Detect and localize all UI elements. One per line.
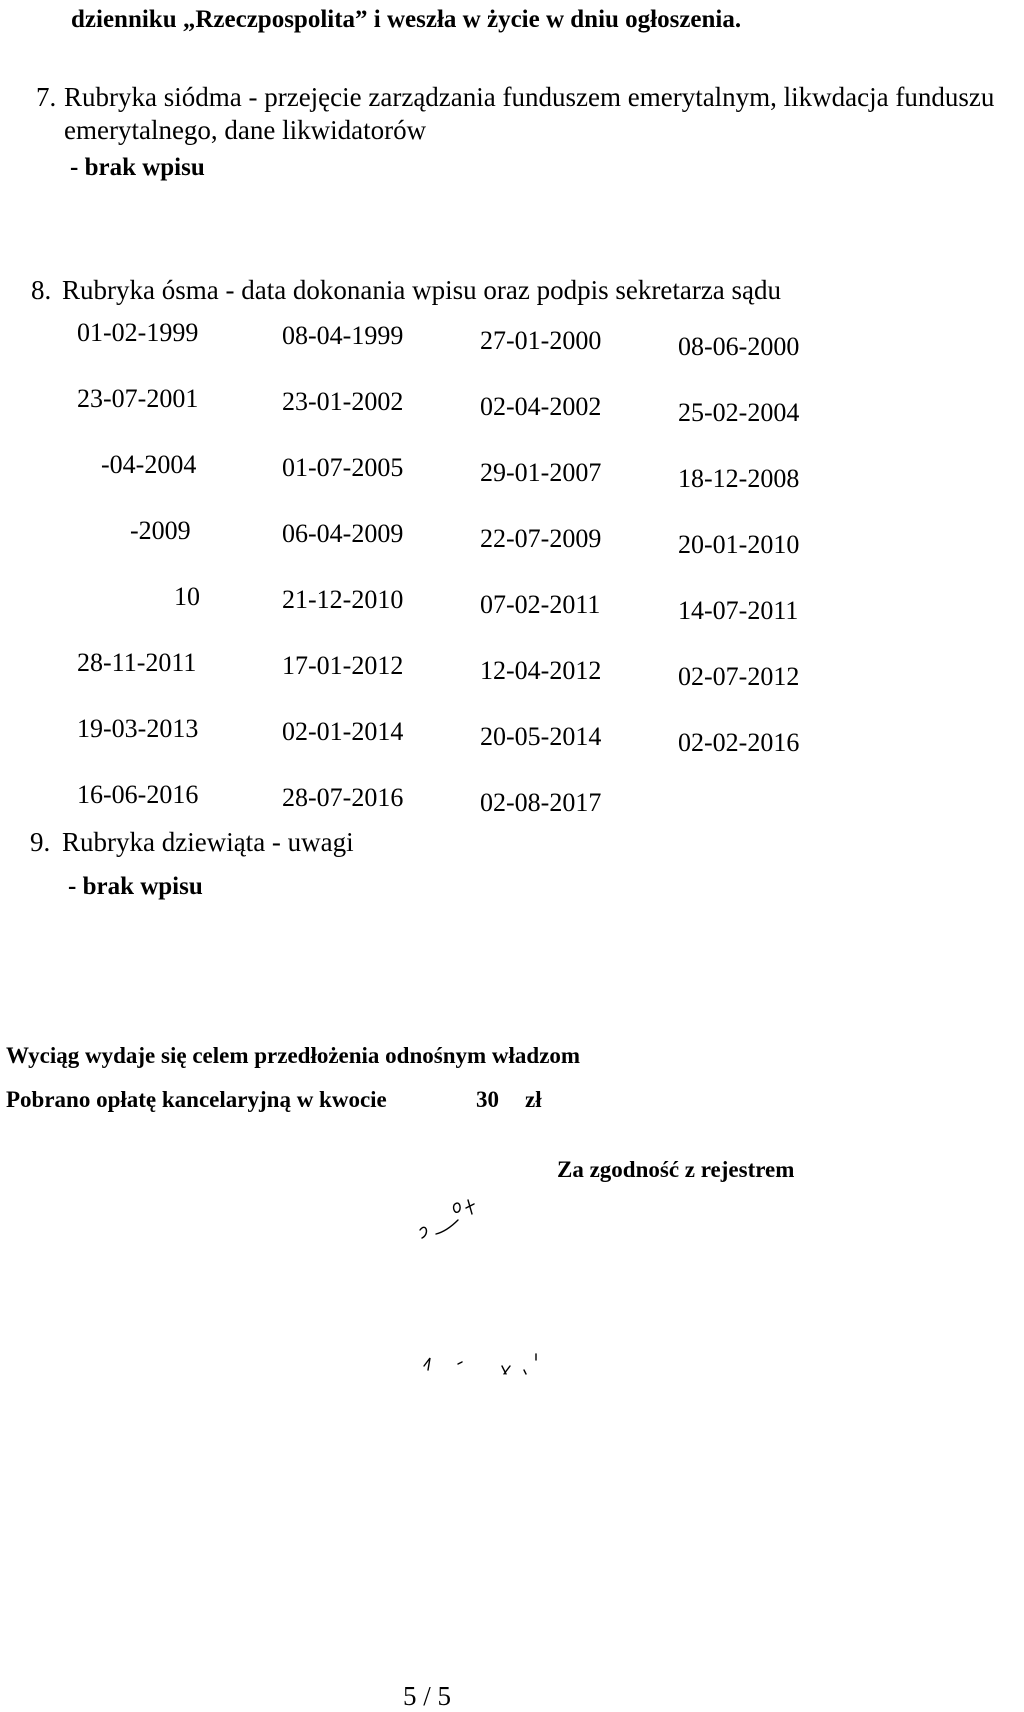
fee-amount: 30 [476, 1087, 499, 1112]
section-7-number: 7. [36, 82, 57, 112]
entry-date: 08-06-2000 [678, 332, 800, 361]
entry-date: 19-03-2013 [77, 714, 199, 743]
signature-marks [400, 1182, 600, 1302]
entry-date: 10 [174, 582, 200, 611]
entry-date: 21-12-2010 [282, 585, 404, 614]
entry-date: 01-02-1999 [77, 318, 199, 347]
entry-date: -2009 [130, 516, 191, 545]
entry-date: 16-06-2016 [77, 780, 199, 809]
entry-date: 17-01-2012 [282, 651, 404, 680]
entry-date: 02-02-2016 [678, 728, 800, 757]
entry-date: 28-07-2016 [282, 783, 404, 812]
section-9-number: 9. [30, 827, 51, 857]
entry-date: 01-07-2005 [282, 453, 404, 482]
page-number: 5 / 5 [403, 1681, 452, 1711]
entry-date: 23-07-2001 [77, 384, 199, 413]
signature-marks-lower [418, 1340, 618, 1460]
intro-line: dzienniku „Rzeczpospolita” i weszła w życie w dniu ogłoszenia. [71, 6, 742, 33]
entry-date: 02-08-2017 [480, 788, 602, 817]
entry-date: 20-01-2010 [678, 530, 800, 559]
entry-date: 02-04-2002 [480, 392, 602, 421]
section-9-title: Rubryka dziewiąta - uwagi [62, 827, 354, 857]
entry-date: 28-11-2011 [77, 648, 197, 677]
section-7-title-line-2: emerytalnego, dane likwidatorów [64, 115, 427, 145]
entry-date: 08-04-1999 [282, 321, 404, 350]
fee-label: Pobrano opłatę kancelaryjną w kwocie [6, 1087, 387, 1112]
entry-date: 23-01-2002 [282, 387, 404, 416]
entry-date: 25-02-2004 [678, 398, 800, 427]
section-8-title: Rubryka ósma - data dokonania wpisu oraz podpis sekretarza sądu [62, 275, 782, 305]
entry-date: -04-2004 [101, 450, 197, 479]
entry-date: 02-01-2014 [282, 717, 404, 746]
section-9-entry: - brak wpisu [68, 873, 203, 900]
entry-date: 06-04-2009 [282, 519, 404, 548]
section-7-entry: - brak wpisu [70, 154, 205, 181]
entry-date: 18-12-2008 [678, 464, 800, 493]
extract-note: Wyciąg wydaje się celem przedłożenia odnośnym władzom [6, 1043, 581, 1068]
conformity-note: Za zgodność z rejestrem [557, 1157, 795, 1182]
entry-date: 20-05-2014 [480, 722, 602, 751]
entry-date: 14-07-2011 [678, 596, 799, 625]
entry-date: 12-04-2012 [480, 656, 602, 685]
section-7-title-line-1: Rubryka siódma - przejęcie zarządzania funduszem emerytalnym, likwdacja funduszu [64, 82, 995, 112]
entry-date: 02-07-2012 [678, 662, 800, 691]
entry-date: 27-01-2000 [480, 326, 602, 355]
entry-date: 29-01-2007 [480, 458, 602, 487]
fee-currency: zł [525, 1087, 542, 1112]
entry-date: 07-02-2011 [480, 590, 601, 619]
entry-date: 22-07-2009 [480, 524, 602, 553]
section-8-number: 8. [31, 275, 52, 305]
